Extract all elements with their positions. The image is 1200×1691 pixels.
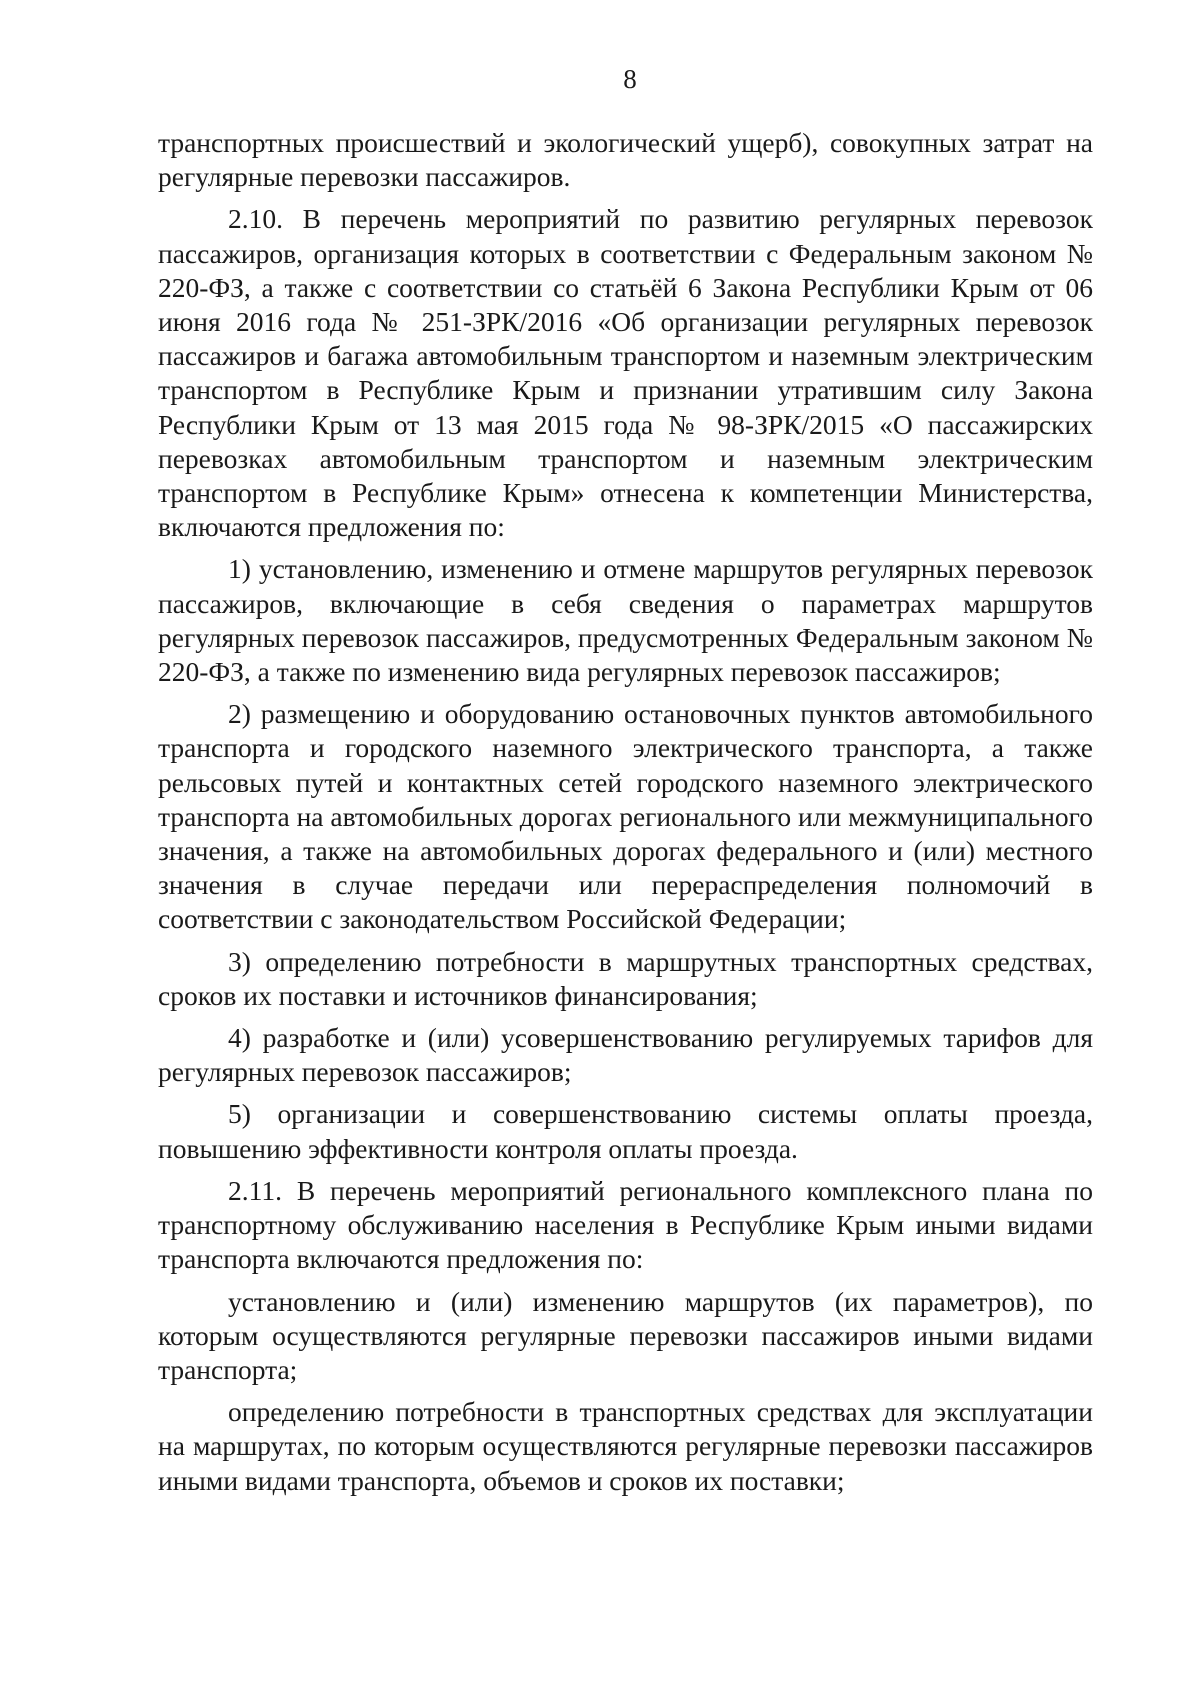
paragraph-2-10: 2.10. В перечень мероприятий по развитию регулярных перевозок пассажиров, организация которых в соответствии с Федеральным законом № 220-ФЗ, а также с соответствии со статьёй 6 Закона Республики Крым от 06 июня 2016 года № 251-ЗРК/2016 «Об организации регулярных перевозок пассажиров и багажа автомобильным транспортом и наземным электрическим транспортом в Республике Крым и признании утратившим силу Закона Республики Крым от 13 мая 2015 года № 98-ЗРК/2015 «О пассажирских перевозках автомобильным транспортом и наземным электрическим транспортом в Республике Крым» отнесена к компетенции Министерства, включаются предложения по: [158, 203, 1093, 543]
paragraph-item-3: 3) определению потребности в маршрутных транспортных средствах, сроков их поставки и источников финансирования; [158, 945, 1093, 1011]
paragraph-item-1: 1) установлению, изменению и отмене маршрутов регулярных перевозок пассажиров, включающие в себя сведения о параметрах маршрутов регулярных перевозок пассажиров, предусмотренных Федеральным законом № 220-ФЗ, а также по изменению вида регулярных перевозок пассажиров; [158, 553, 1093, 688]
paragraph-routes: установлению и (или) изменению маршрутов (их параметров), по которым осуществляются регулярные перевозки пассажиров иными видами транспорта; [158, 1285, 1093, 1385]
page-number: 8 [623, 64, 637, 94]
paragraph-continuation: транспортных происшествий и экологический ущерб), совокупных затрат на регулярные перевозки пассажиров. [158, 127, 1093, 193]
paragraph-item-2: 2) размещению и оборудованию остановочных пунктов автомобильного транспорта и городского наземного электрического транспорта, а также рельсовых путей и контактных сетей городского наземного электрического транспорта на автомобильных дорогах регионального или межмуниципального значения, а также на автомобильных дорогах федерального и (или) местного значения в случае передачи или перераспределения полномочий в соответствии с законодательством Российской Федерации; [158, 698, 1093, 935]
document-body [158, 126, 1093, 1498]
paragraph-vehicle-needs: определению потребности в транспортных средствах для эксплуатации на маршрутах, по которым осуществляются регулярные перевозки пассажиров иными видами транспорта, объемов и сроков их поставки; [158, 1396, 1093, 1496]
paragraph-item-4: 4) разработке и (или) усовершенствованию регулируемых тарифов для регулярных перевозок пассажиров; [158, 1022, 1093, 1088]
paragraph-2-11: 2.11. В перечень мероприятий регионального комплексного плана по транспортному обслуживанию населения в Республике Крым иными видами транспорта включаются предложения по: [158, 1174, 1093, 1275]
paragraph-item-5: 5) организации и совершенствованию системы оплаты проезда, повышению эффективности контроля оплаты проезда. [158, 1098, 1093, 1164]
